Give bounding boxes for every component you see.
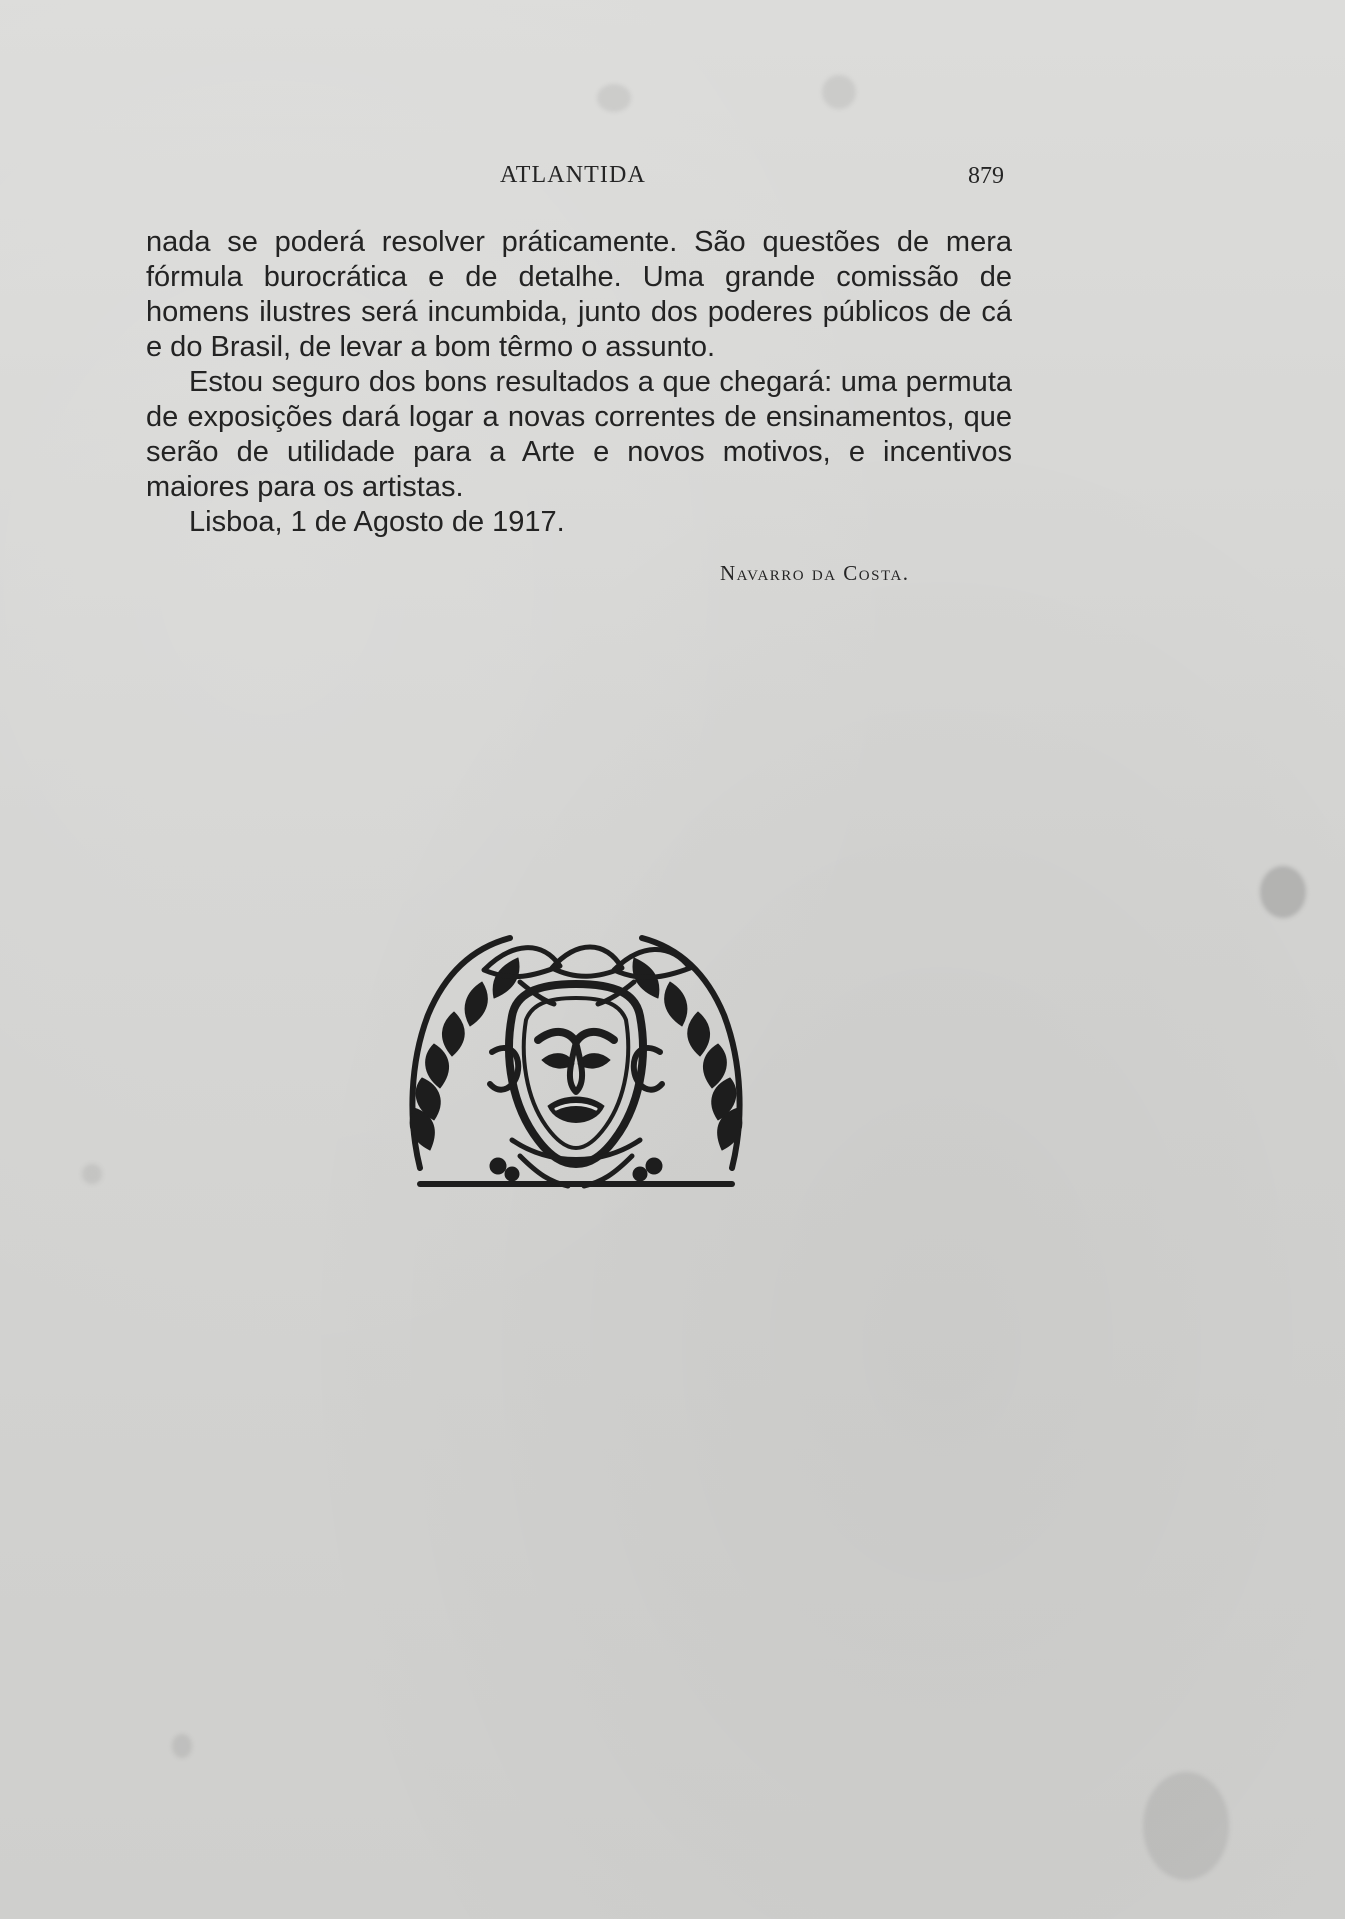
paragraph-2: Estou seguro dos bons resultados a que chegará: uma permuta de exposições dará logar a novas correntes de ensinamentos, que serão de utilidade para a Arte e novos motivos, e incentivos maiores para os artistas.	[146, 366, 1012, 503]
paper-speck	[172, 1734, 192, 1758]
paper-speck	[822, 75, 856, 109]
theatre-mask-laurel-icon	[400, 920, 752, 1204]
paper-speck	[597, 84, 631, 112]
page-number: 879	[968, 163, 1004, 189]
paper-speck	[82, 1164, 102, 1184]
author-signature: Navarro da Costa.	[720, 561, 910, 585]
paper-speck	[1143, 1772, 1229, 1880]
paragraph-1: nada se poderá resolver práticamente. São questões de mera fórmula burocrática e de detalhe. Uma grande comissão de homens ilustres será incumbida, junto dos poderes públicos de cá e do Brasil, de levar a bom têrmo o assunto.	[146, 226, 1012, 363]
article-body	[146, 225, 1012, 540]
paper-speck	[1260, 866, 1306, 918]
dateline: Lisboa, 1 de Agosto de 1917.	[189, 506, 565, 538]
running-head: ATLANTIDA	[500, 162, 646, 188]
